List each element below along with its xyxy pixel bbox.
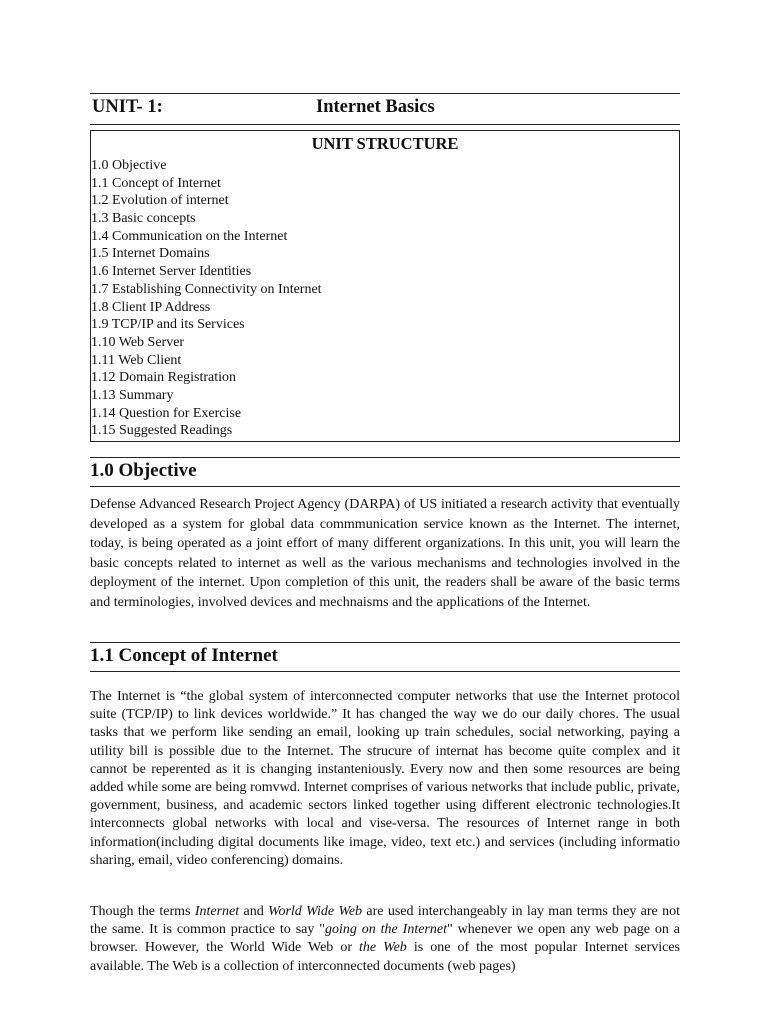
structure-item: 1.6 Internet Server Identities — [91, 264, 252, 280]
structure-item: 1.14 Question for Exercise — [91, 405, 242, 421]
structure-item: 1.7 Establishing Connectivity on Internet — [91, 281, 322, 297]
text-run: are used interchangeably in lay man terms they are not the same. It is common practice to say " — [90, 904, 680, 938]
structure-item: 1.13 Summary — [91, 387, 174, 403]
unit-number: UNIT- 1: — [92, 97, 163, 117]
structure-item: 1.5 Internet Domains — [91, 246, 210, 262]
concept-paragraph-1: The Internet is “the global system of interconnected computer networks that use the Internet protocol suite (TCP/IP) to link devices worldwide.” It has changed the way we do our daily chores. The usual tasks that we perform like sending an email, looking up train schedules, social networking, paying a utility bill is possible due to the Internet. The strucure of internat has become quite complex and it cannot be reperented as it is changing instanteniously. Every now and then some resources are being added while some are being romvwd. Internet comprises of various networks that include public, private, government, business, and academic sectors linked together using different electronic technologies.It interconnects global networks with local and vise-versa. The resources of Internet range in both information(including digital documents like image, video, text etc.) and services (including informatio sharing, email, video conferencing) domains. — [90, 689, 680, 868]
italic-term: Internet — [194, 904, 240, 919]
concept-paragraph-2 — [90, 903, 680, 976]
structure-item: 1.11 Web Client — [91, 352, 182, 368]
structure-item: 1.0 Objective — [91, 158, 167, 173]
section-heading-text: 1.0 Objective — [90, 460, 197, 481]
italic-term: World Wide Web — [268, 904, 363, 919]
structure-item: 1.1 Concept of Internet — [91, 175, 221, 191]
structure-item: 1.2 Evolution of internet — [91, 193, 229, 209]
structure-item: 1.3 Basic concepts — [91, 211, 196, 227]
unit-header — [90, 93, 680, 125]
structure-item: 1.12 Domain Registration — [91, 370, 237, 386]
text-run: is one of the most popular Internet services available. The Web is a collection of interconnected documents (web pages) — [90, 940, 680, 974]
text-run: and — [239, 904, 269, 919]
italic-term: going on the Internet — [324, 922, 447, 938]
structure-item: 1.4 Communication on the Internet — [91, 228, 288, 244]
unit-title: Internet Basics — [316, 97, 435, 117]
structure-item: 1.15 Suggested Readings — [91, 423, 233, 439]
unit-structure-box — [90, 130, 680, 442]
unit-structure-title: UNIT STRUCTURE — [311, 134, 459, 153]
section-heading-objective — [90, 457, 680, 487]
objective-paragraph: Defense Advanced Research Project Agency (DARPA) of US initiated a research activity that eventually developed as a system for global data commmunication service known as the Internet. The internet, today, is being operated as a joint effort of many different organizations. In this unit, you will learn the basic concepts related to internet as well as the various mechanisms and technologies involved in the deployment of the internet. Upon completion of this unit, the readers shall be aware of the basic terms and terminologies, involved devices and mechnaisms and the applications of the Internet. — [90, 497, 680, 610]
section-heading-concept — [90, 642, 680, 672]
structure-item: 1.10 Web Server — [91, 334, 185, 350]
structure-item: 1.9 TCP/IP and its Services — [91, 317, 245, 333]
text-run: Though the terms — [90, 904, 195, 919]
structure-item: 1.8 Client IP Address — [91, 299, 211, 315]
unit-structure-list — [91, 157, 679, 440]
text-run: " whenever we open any web page on a browser. However, the World Wide Web or — [90, 922, 680, 956]
section-heading-text: 1.1 Concept of Internet — [90, 645, 278, 666]
italic-term: the Web — [359, 940, 407, 956]
